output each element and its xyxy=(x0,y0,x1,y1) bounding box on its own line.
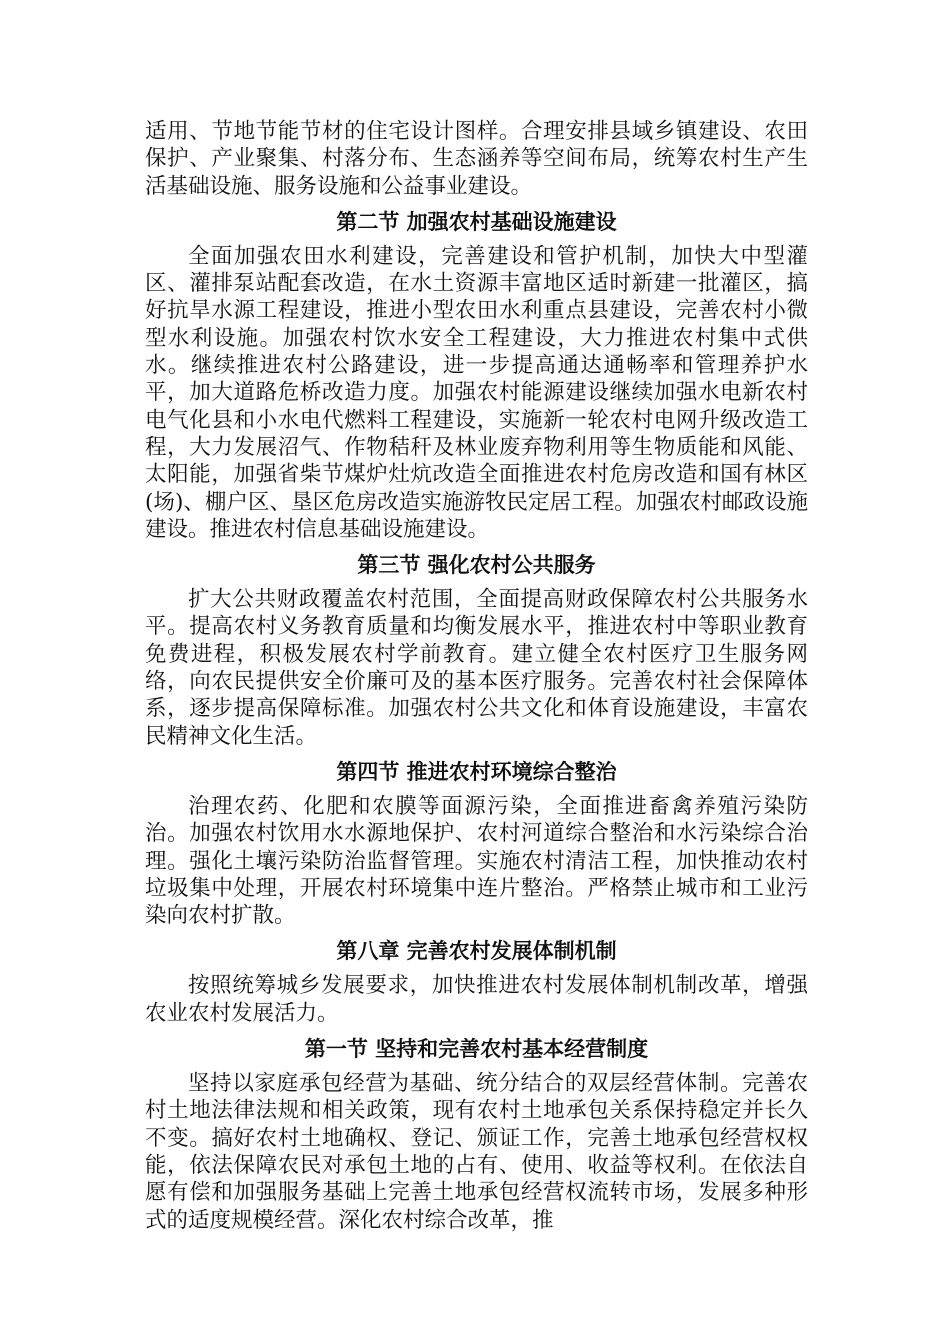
paragraph-institutions: 按照统筹城乡发展要求，加快推进农村发展体制机制改革，增强农业农村发展活力。 xyxy=(145,973,808,1026)
paragraph-housing-layout: 适用、节地节能节材的住宅设计图样。合理安排县域乡镇建设、农田保护、产业聚集、村落分布、生态涵养等空间布局，统筹农村生产生活基础设施、服务设施和公益事业建设。 xyxy=(145,119,808,199)
paragraph-infrastructure: 全面加强农田水利建设，完善建设和管护机制，加快大中型灌区、灌排泵站配套改造，在水土资源丰富地区适时新建一批灌区，搞好抗旱水源工程建设，推进小型农田水利重点县建设，完善农村小微型水利设施。加强农村饮水安全工程建设，大力推进农村集中式供水。继续推进农村公路建设，进一步提高通达通畅率和管理养护水平，加大道路危桥改造力度。加强农村能源建设继续加强水电新农村电气化县和小水电代燃料工程建设，实施新一轮农村电网升级改造工程，大力发展沼气、作物秸秆及林业废弃物利用等生物质能和风能、太阳能，加强省柴节煤炉灶炕改造全面推进农村危房改造和国有林区(场)、棚户区、垦区危房改造实施游牧民定居工程。加强农村邮政设施建设。推进农村信息基础设施建设。 xyxy=(145,243,808,542)
paragraph-environment: 治理农药、化肥和农膜等面源污染，全面推进畜禽养殖污染防治。加强农村饮用水水源地保护、农村河道综合整治和水污染综合治理。强化土壤污染防治监督管理。实施农村清洁工程，加快推动农村垃圾集中处理，开展农村环境集中连片整治。严格禁止城市和工业污染向农村扩散。 xyxy=(145,793,808,929)
section-heading-public-services: 第三节 强化农村公共服务 xyxy=(357,553,596,578)
paragraph-public-services: 扩大公共财政覆盖农村范围，全面提高财政保障农村公共服务水平。提高农村义务教育质量和均衡发展水平，推进农村中等职业教育免费进程，积极发展农村学前教育。建立健全农村医疗卫生服务网络，向农民提供安全价廉可及的基本医疗服务。完善农村社会保障体系，逐步提高保障标准。加强农村公共文化和体育设施建设，丰富农民精神文化生活。 xyxy=(145,587,808,749)
paragraph-basic-management: 坚持以家庭承包经营为基础、统分结合的双层经营体制。完善农村土地法律法规和相关政策，现有农村土地承包关系保持稳定并长久不变。搞好农村土地确权、登记、颁证工作，完善土地承包经营权权能，依法保障农民对承包土地的占有、使用、收益等权利。在依法自愿有偿和加强服务基础上完善土地承包经营权流转市场，发展多种形式的适度规模经营。深化农村综合改革，推 xyxy=(145,1071,808,1233)
section-heading-environment: 第四节 推进农村环境综合整治 xyxy=(336,759,617,784)
document-page xyxy=(145,118,808,1234)
section-heading-basic-management: 第一节 坚持和完善农村基本经营制度 xyxy=(304,1037,649,1062)
section-heading-infrastructure: 第二节 加强农村基础设施建设 xyxy=(336,209,617,234)
chapter-heading-institutions: 第八章 完善农村发展体制机制 xyxy=(336,939,617,964)
